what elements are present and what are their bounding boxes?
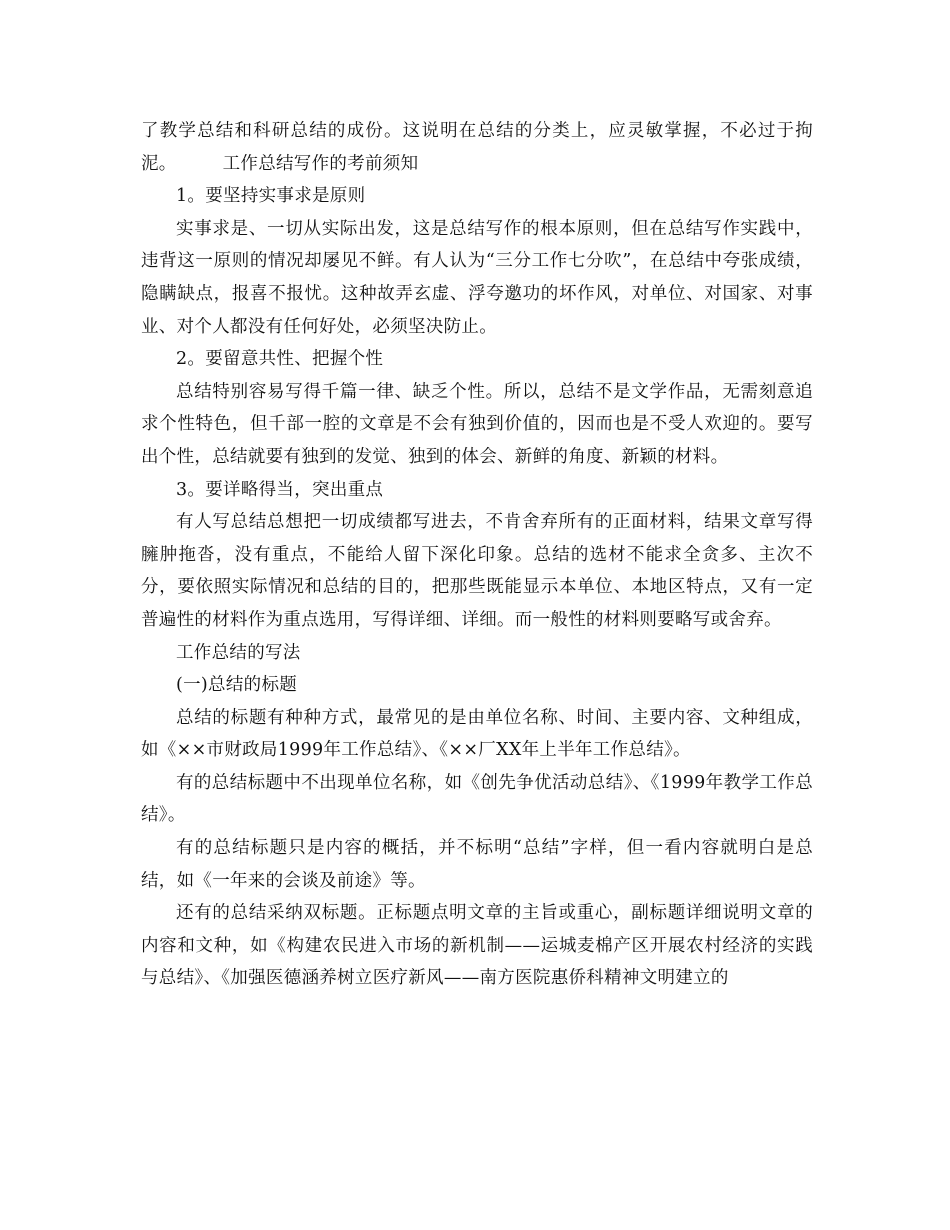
paragraph: 有的总结标题中不出现单位名称，如《创先争优活动总结》、《1999年教学工作总结》。 — [141, 772, 813, 826]
paragraph: 有人写总结总想把一切成绩都写进去，不肯舍弃所有的正面材料，结果文章写得臃肿拖沓，没有重点，不能给人留下深化印象。总结的选材不能求全贪多、主次不分，要依照实际情况和总结的目的，把那些既能显示本单位、本地区特点，又有一定普遍性的材料作为重点选用，写得详细、详细。而一般性的材料则要略写或舍弃。 — [141, 512, 813, 630]
section-heading-writing-method: 工作总结的写法 — [176, 642, 301, 663]
subheading-1: 1。要坚持实事求是原则 — [176, 186, 366, 207]
paragraph-continuation — [141, 115, 813, 180]
subheading-2: 2。要留意共性、把握个性 — [176, 349, 384, 370]
document-body — [141, 115, 813, 995]
paragraph: 还有的总结采纳双标题。正标题点明文章的主旨或重心，副标题详细说明文章的内容和文种，如《构建农民进入市场的新机制——运城麦棉产区开展农村经济的实践与总结》、《加强医德涵养树立医疗新风——南方医院惠侨科精神文明建立的 — [141, 903, 813, 989]
section-heading: 工作总结写作的考前须知 — [222, 153, 419, 174]
paragraph: 总结的标题有种种方式，最常见的是由单位名称、时间、主要内容、文种组成，如《××市财政局1999年工作总结》、《××厂XX年上半年工作总结》。 — [141, 707, 813, 761]
paragraph: 总结特别容易写得千篇一律、缺乏个性。所以，总结不是文学作品，无需刻意追求个性特色，但千部一腔的文章是不会有独到价值的，因而也是不受人欢迎的。要写出个性，总结就要有独到的发觉、独到的体会、新鲜的角度、新颖的材料。 — [141, 381, 813, 467]
paragraph: 实事求是、一切从实际出发，这是总结写作的根本原则，但在总结写作实践中，违背这一原则的情况却屡见不鲜。有人认为“三分工作七分吹”，在总结中夸张成绩，隐瞒缺点，报喜不报忧。这种故弄玄虚、浮夸邀功的坏作风，对单位、对国家、对事业、对个人都没有任何好处，必须坚决防止。 — [141, 218, 813, 337]
subheading-3: 3。要详略得当，突出重点 — [176, 479, 384, 500]
paragraph-text: 了教学总结和科研总结的成份。这说明在总结的分类上，应灵敏掌握，不必过于拘泥。 — [141, 121, 813, 174]
subheading-title: (一)总结的标题 — [176, 675, 298, 696]
paragraph: 有的总结标题只是内容的概括，并不标明“总结”字样，但一看内容就明白是总结，如《一年来的会谈及前途》等。 — [141, 838, 813, 891]
